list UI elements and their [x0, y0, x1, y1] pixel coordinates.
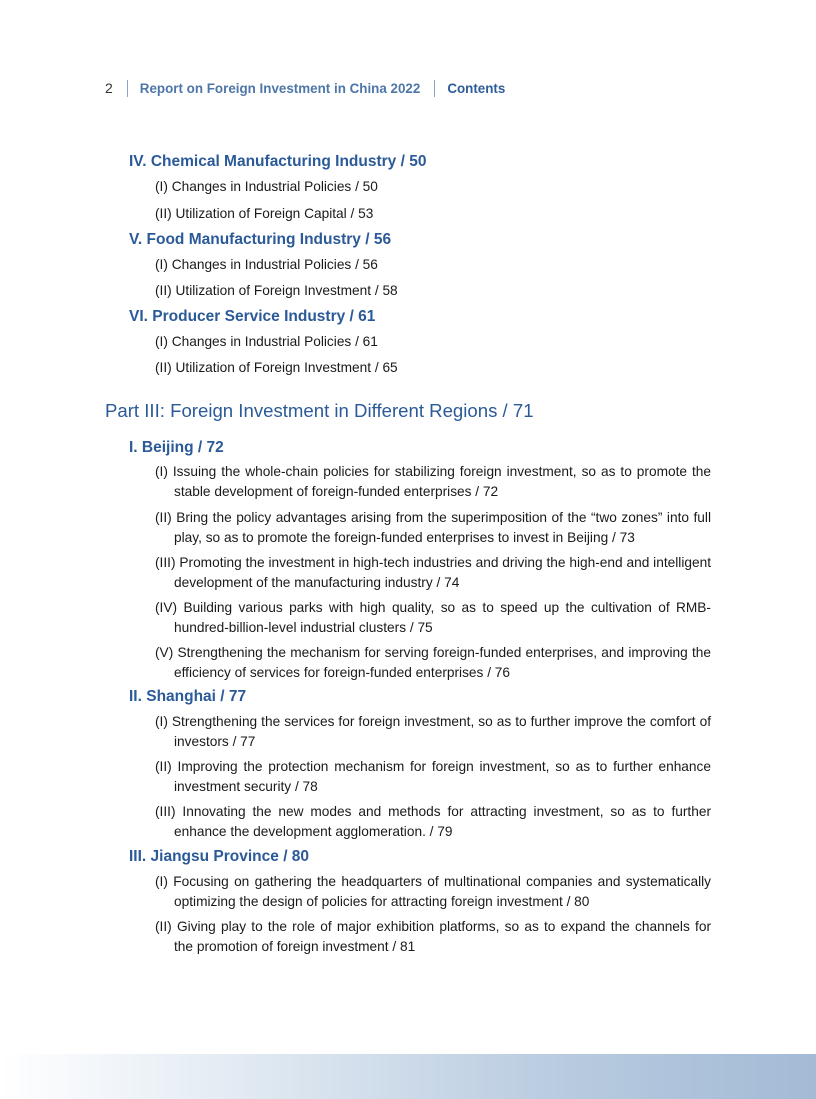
- header-divider: [434, 80, 435, 97]
- toc-chapter-beijing[interactable]: I. Beijing / 72: [129, 439, 224, 456]
- toc-entry[interactable]: (II) Utilization of Foreign Investment / 58: [155, 283, 398, 298]
- section-name: Contents: [447, 80, 506, 96]
- book-title: Report on Foreign Investment in China 2022: [139, 80, 421, 96]
- toc-entry[interactable]: (I) Changes in Industrial Policies / 56: [155, 257, 378, 272]
- toc-entry[interactable]: (I) Changes in Industrial Policies / 61: [155, 334, 378, 349]
- toc-chapter-producer-service[interactable]: VI. Producer Service Industry / 61: [129, 308, 376, 325]
- toc-entry[interactable]: (IV) Building various parks with high quality, so as to speed up the cultivation of RMB-hundred-billion-level industrial clusters / 75: [155, 600, 711, 635]
- toc-chapter-jiangsu[interactable]: III. Jiangsu Province / 80: [129, 848, 310, 865]
- toc-entry[interactable]: (III) Innovating the new modes and methods for attracting investment, so as to further enhance the development agglomeration. / 79: [155, 804, 711, 839]
- toc-entry[interactable]: (III) Promoting the investment in high-tech industries and driving the high-end and intelligent development of the manufacturing industry / 74: [155, 555, 711, 590]
- toc-entry[interactable]: (I) Focusing on gathering the headquarters of multinational companies and systematically optimizing the design of policies for attracting foreign investment / 80: [155, 874, 711, 909]
- running-header: [105, 79, 505, 97]
- toc-entry[interactable]: (I) Issuing the whole-chain policies for stabilizing foreign investment, so as to promote the stable development of foreign-funded enterprises / 72: [155, 464, 711, 499]
- toc-entry[interactable]: (I) Changes in Industrial Policies / 50: [155, 179, 378, 194]
- toc-chapter-shanghai[interactable]: II. Shanghai / 77: [129, 688, 247, 705]
- footer-gradient-band: [0, 1054, 816, 1099]
- toc-chapter-food[interactable]: V. Food Manufacturing Industry / 56: [129, 231, 392, 248]
- header-divider: [127, 80, 128, 97]
- toc-entry[interactable]: (II) Improving the protection mechanism for foreign investment, so as to further enhance investment security / 78: [155, 759, 711, 794]
- toc-entry[interactable]: (II) Utilization of Foreign Capital / 53: [155, 206, 374, 221]
- toc-entry[interactable]: (II) Utilization of Foreign Investment / 65: [155, 360, 398, 375]
- toc-entry[interactable]: (II) Giving play to the role of major exhibition platforms, so as to expand the channels for the promotion of foreign investment / 81: [155, 919, 711, 954]
- page-number: 2: [105, 80, 113, 96]
- toc-chapter-chemical[interactable]: IV. Chemical Manufacturing Industry / 50: [129, 153, 427, 170]
- toc-entry[interactable]: (V) Strengthening the mechanism for serving foreign-funded enterprises, and improving the efficiency of services for foreign-funded enterprises / 76: [155, 645, 711, 680]
- toc-part-heading[interactable]: Part III: Foreign Investment in Different Regions / 71: [105, 400, 534, 421]
- toc-entry[interactable]: (I) Strengthening the services for foreign investment, so as to further improve the comfort of investors / 77: [155, 714, 711, 749]
- toc-entry[interactable]: (II) Bring the policy advantages arising from the superimposition of the “two zones” into full play, so as to promote the foreign-funded enterprises to invest in Beijing / 73: [155, 510, 711, 545]
